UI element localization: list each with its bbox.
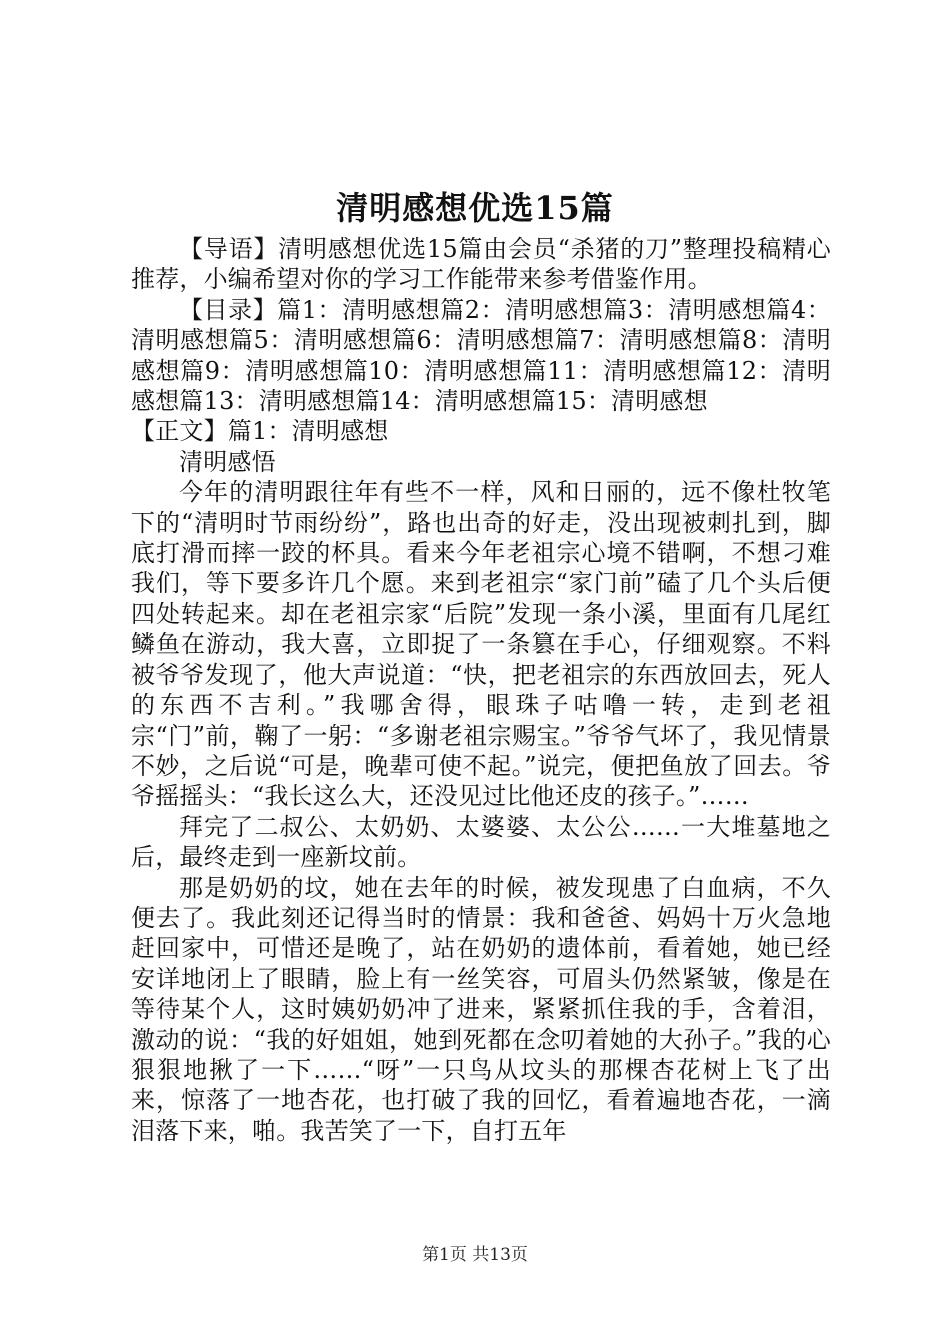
table-of-contents-paragraph: 【目录】篇1：清明感想篇2：清明感想篇3：清明感想篇4：清明感想篇5：清明感想篇6：清明感想篇7：清明感想篇8：清明感想篇9：清明感想篇10：清明感想篇11：清明感想篇12：清明感想篇13：清明感想篇14：清明感想篇15：清明感想: [131, 295, 831, 416]
document-title: 清明感想优选15篇: [336, 189, 614, 227]
body-paragraph: 今年的清明跟往年有些不一样，风和日丽的，远不像杜牧笔下的“清明时节雨纷纷”，路也出奇的好走，没出现被刺扎到，脚底打滑而摔一跤的杯具。看来今年老祖宗心境不错啊，不想刁难我们，等下要多许几个愿。来到老祖宗“家门前”磕了几个头后便四处转起来。却在老祖宗家“后院”发现一条小溪，里面有几尾红鳞鱼在游动，我大喜，立即捉了一条篡在手心，仔细观察。不料被爷爷发现了，他大声说道：“快，把老祖宗的东西放回去，死人的东西不吉利。”我哪舍得，眼珠子咕噜一转，走到老祖宗“门”前，鞠了一躬：“多谢老祖宗赐宝。”爷爷气坏了，我见情景不妙，之后说“可是，晚辈可使不起。”说完，便把鱼放了回去。爷爷摇摇头：“我长这么大，还没见过比他还皮的孩子。”……: [131, 478, 831, 811]
intro-paragraph: 【导语】清明感想优选15篇由会员“杀猪的刀”整理投稿精心推荐，小编希望对你的学习工作能带来参考借鉴作用。: [131, 235, 831, 294]
document-body: [131, 234, 831, 1146]
body-paragraph: 拜完了二叔公、太奶奶、太婆婆、太公公……一大堆墓地之后，最终走到一座新坟前。: [131, 812, 831, 872]
article-subtitle: 清明感悟: [179, 447, 276, 476]
body-paragraph: 那是奶奶的坟，她在去年的时候，被发现患了白血病，不久便去了。我此刻还记得当时的情景：我和爸爸、妈妈十万火急地赶回家中，可惜还是晚了，站在奶奶的遗体前，看着她，她已经安详地闭上了眼睛，脸上有一丝笑容，可眉头仍然紧皱，像是在等待某个人，这时姨奶奶冲了进来，紧紧抓住我的手，含着泪，激动的说：“我的好姐姐，她到死都在念叨着她的大孙子。”我的心狠狠地揪了一下……“呀”一只鸟从坟头的那棵杏花树上飞了出来，惊落了一地杏花，也打破了我的回忆，看着遍地杏花，一滴泪落下来，啪。我苦笑了一下，自打五年: [131, 873, 831, 1145]
main-text-heading: 【正文】篇1：清明感想: [131, 417, 389, 446]
page-number-footer: 第1页 共13页: [422, 1245, 528, 1265]
